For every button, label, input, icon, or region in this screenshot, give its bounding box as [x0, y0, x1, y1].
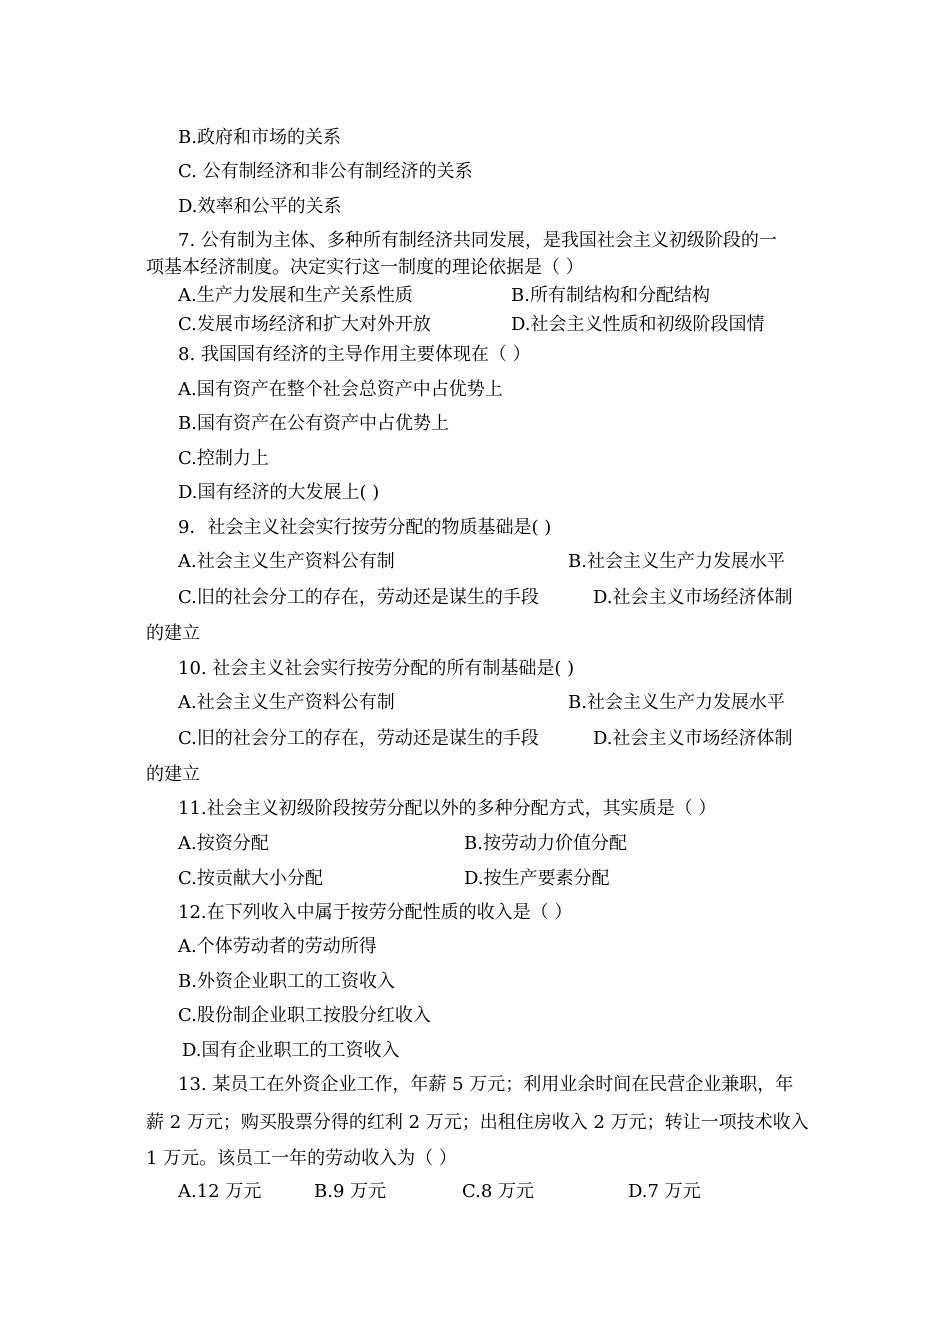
q6-option-c: C. 公有制经济和非公有制经济的关系 — [178, 161, 473, 182]
q9-option-a: A.社会主义生产资料公有制 — [178, 551, 395, 572]
q10-option-c: C.旧的社会分工的存在，劳动还是谋生的手段 — [178, 728, 539, 749]
q9-option-d: D.社会主义市场经济体制 — [593, 587, 793, 608]
q11-option-a: A.按资分配 — [178, 833, 269, 854]
q7-option-b: B.所有制结构和分配结构 — [511, 285, 710, 306]
q13-option-d: D.7 万元 — [628, 1181, 701, 1202]
q9-stem: 9．社会主义社会实行按劳分配的物质基础是( ) — [178, 517, 552, 538]
q13-stem-line2: 薪 2 万元；购买股票分得的红利 2 万元；出租住房收入 2 万元；转让一项技术收入 — [146, 1112, 809, 1133]
q9-option-d-continuation: 的建立 — [146, 623, 200, 644]
q11-option-b: B.按劳动力价值分配 — [464, 833, 627, 854]
q13-stem-line3: 1 万元。该员工一年的劳动收入为（ ） — [146, 1148, 457, 1169]
q7-option-a: A.生产力发展和生产关系性质 — [178, 285, 413, 306]
q8-option-c: C.控制力上 — [178, 448, 269, 469]
q12-option-b: B.外资企业职工的工资收入 — [178, 971, 395, 992]
q12-stem: 12.在下列收入中属于按劳分配性质的收入是（ ） — [178, 902, 573, 923]
q6-option-b: B.政府和市场的关系 — [178, 127, 341, 148]
q13-option-a: A.12 万元 — [178, 1181, 262, 1202]
q10-stem: 10. 社会主义社会实行按劳分配的所有制基础是( ) — [178, 658, 575, 679]
q13-option-c: C.8 万元 — [462, 1181, 535, 1202]
q9-option-b: B.社会主义生产力发展水平 — [568, 551, 785, 572]
q10-option-b: B.社会主义生产力发展水平 — [568, 692, 785, 713]
q7-option-c: C.发展市场经济和扩大对外开放 — [178, 314, 431, 335]
q12-option-d: D.国有企业职工的工资收入 — [182, 1040, 400, 1061]
q13-stem-line1: 13. 某员工在外资企业工作，年薪 5 万元；利用业余时间在民营企业兼职，年 — [178, 1074, 794, 1095]
q6-option-d: D.效率和公平的关系 — [178, 196, 342, 217]
q11-stem: 11.社会主义初级阶段按劳分配以外的多种分配方式，其实质是（ ） — [178, 798, 717, 819]
q12-option-a: A.个体劳动者的劳动所得 — [178, 936, 377, 957]
q10-option-d-continuation: 的建立 — [146, 764, 200, 785]
q11-option-d: D.按生产要素分配 — [464, 868, 610, 889]
q8-option-d: D.国有经济的大发展上( ) — [178, 482, 380, 503]
q8-option-b: B.国有资产在公有资产中占优势上 — [178, 413, 449, 434]
q9-option-c: C.旧的社会分工的存在，劳动还是谋生的手段 — [178, 587, 539, 608]
q11-option-c: C.按贡献大小分配 — [178, 868, 323, 889]
q8-option-a: A.国有资产在整个社会总资产中占优势上 — [178, 379, 503, 400]
q10-option-a: A.社会主义生产资料公有制 — [178, 692, 395, 713]
q7-stem-line1: 7. 公有制为主体、多种所有制经济共同发展，是我国社会主义初级阶段的一 — [178, 230, 777, 251]
q13-option-b: B.9 万元 — [314, 1181, 387, 1202]
q8-stem: 8. 我国国有经济的主导作用主要体现在（ ） — [178, 344, 531, 365]
q12-option-c: C.股份制企业职工按股分红收入 — [178, 1005, 431, 1026]
q10-option-d: D.社会主义市场经济体制 — [593, 728, 793, 749]
q7-stem-line2: 项基本经济制度。决定实行这一制度的理论依据是（ ） — [146, 257, 584, 278]
q7-option-d: D.社会主义性质和初级阶段国情 — [511, 314, 765, 335]
